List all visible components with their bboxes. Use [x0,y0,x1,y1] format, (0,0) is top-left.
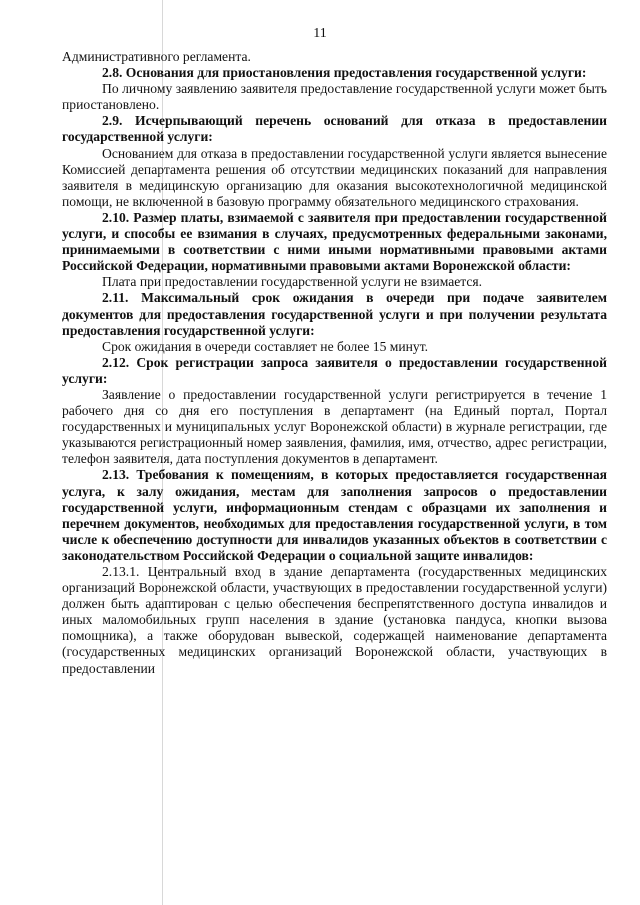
section-heading-2-8: 2.8. Основания для приостановления предоставления государственной услуги: [102,65,587,81]
section-heading-2-9: 2.9. Исчерпывающий перечень оснований для отказа в предоставлении государственной услуги: [62,113,607,145]
paragraph-2-9: Основанием для отказа в предоставлении государственной услуги является вынесение Комиссией департамента решения об отсутствии медицинских показаний для направления заявителя в медицинскую организацию для оказания высокотехнологичной медицинской помощи, не включенной в базовую программу обязательного медицинского страхования. [62,145,607,209]
paragraph-continuation: Административного регламента. [62,49,251,64]
section-heading-2-10: 2.10. Размер платы, взимаемой с заявителя при предоставлении государственной услуги, и способы ее взимания в случаях, предусмотренных федеральными законами, принимаемыми в соответствии с ними иными нормативными правовыми актами Российской Федерации, нормативными правовыми актами Воронежской области: [62,209,607,274]
section-heading-2-11: 2.11. Максимальный срок ожидания в очереди при подаче заявителем документов для предоставления государственной услуги и при получении результата предоставления государственной услуги: [62,290,607,338]
paragraph-2-13-1: 2.13.1. Центральный вход в здание департамента (государственных медицинских организаций Воронежской области, участвующих в предоставлении государственной услуги) должен быть адаптирован с целью обеспечения беспрепятственного доступа инвалидов и иных маломобильных групп населения в здание (установка пандуса, кнопки вызова помощника), а также оборудован вывеской, содержащей наименование департамента (государственных медицинских организаций Воронежской области, участвующих в предоставлении [62,564,607,676]
paragraph-2-12: Заявление о предоставлении государственной услуги регистрируется в течение 1 рабочего дня со дня его поступления в департамент (на Единый портал, Портал государственных и муниципальных услуг Воронежской области) в журнале регистрации, где указываются регистрационный номер заявления, фамилия, имя, отчество, адрес регистрации, телефон заявителя, дата поступления документов в департамент. [62,386,607,467]
section-heading-2-12: 2.12. Срок регистрации запроса заявителя о предоставлении государственной услуги: [62,354,607,386]
section-heading-2-13: 2.13. Требования к помещениям, в которых предоставляется государственная услуга, к залу ожидания, местам для заполнения запросов о предоставлении государственной услуги, информационным стендам с образцами их заполнения и перечнем документов, необходимых для предоставления государственной услуги, в том числе к обеспечению доступности для инвалидов указанных объектов в соответствии с законодательством Российской Федерации о социальной защите инвалидов: [62,467,607,563]
paragraph-2-10: Плата при предоставлении государственной услуги не взимается. [102,274,483,290]
page-number: 11 [313,26,327,41]
document-body [62,49,607,677]
paragraph-2-8: По личному заявлению заявителя предоставление государственной услуги может быть приостановлено. [62,81,607,113]
paragraph-2-11: Срок ожидания в очереди составляет не более 15 минут. [102,338,429,354]
